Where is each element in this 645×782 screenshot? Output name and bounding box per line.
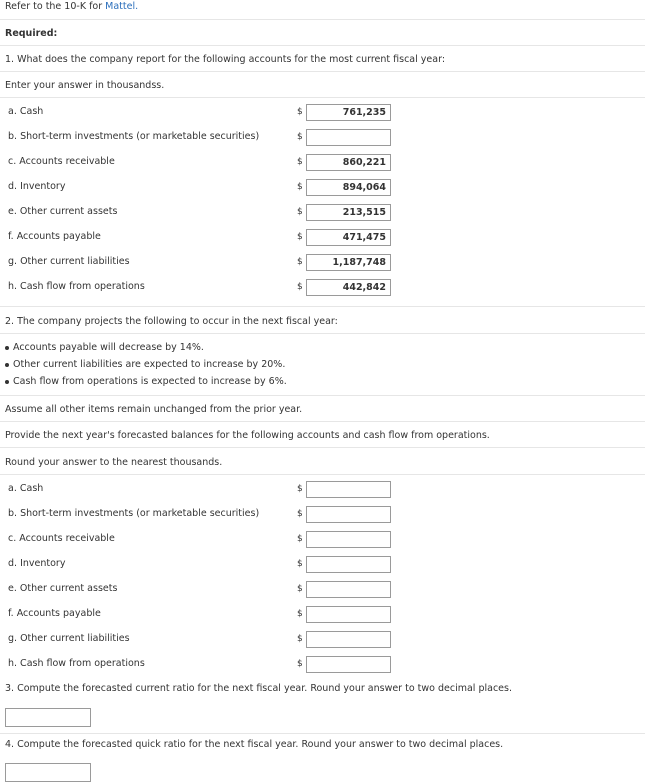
divider <box>0 97 645 98</box>
q2-short-term-investments-input[interactable] <box>306 506 391 523</box>
q2-cash-flow-operations-input[interactable] <box>306 656 391 673</box>
currency-symbol: $ <box>297 634 303 644</box>
currency-symbol: $ <box>297 157 303 167</box>
q2-label-other-current-liabilities: g. Other current liabilities <box>8 633 130 644</box>
q1-label-cash-flow-operations: h. Cash flow from operations <box>8 281 145 292</box>
divider <box>0 45 645 46</box>
currency-symbol: $ <box>297 282 303 292</box>
q1-accounts-receivable-input[interactable] <box>306 154 391 171</box>
required-heading: Required: <box>5 28 58 39</box>
company-link[interactable]: Mattel. <box>105 1 139 12</box>
currency-symbol: $ <box>297 257 303 267</box>
q2-inventory-input[interactable] <box>306 556 391 573</box>
divider <box>0 395 645 396</box>
q4-quick-ratio-input[interactable] <box>5 763 91 782</box>
q3-current-ratio-input[interactable] <box>5 708 91 727</box>
currency-symbol: $ <box>297 182 303 192</box>
q1-label-other-current-liabilities: g. Other current liabilities <box>8 256 130 267</box>
q2-other-current-assets-input[interactable] <box>306 581 391 598</box>
q1-cash-flow-operations-input[interactable] <box>306 279 391 296</box>
divider <box>0 474 645 475</box>
divider <box>0 447 645 448</box>
q1-cash-input[interactable] <box>306 104 391 121</box>
currency-symbol: $ <box>297 559 303 569</box>
currency-symbol: $ <box>297 132 303 142</box>
q2-label-cash-flow-operations: h. Cash flow from operations <box>8 658 145 669</box>
currency-symbol: $ <box>297 484 303 494</box>
q3-text: 3. Compute the forecasted current ratio for the next fiscal year. Round your answer to two decimal places. <box>5 683 512 694</box>
q1-instruction: Enter your answer in thousandss. <box>5 80 165 91</box>
divider <box>0 306 645 307</box>
q4-text: 4. Compute the forecasted quick ratio for the next fiscal year. Round your answer to two decimal places. <box>5 739 504 750</box>
intro-text <box>5 1 138 12</box>
q1-label-other-current-assets: e. Other current assets <box>8 206 118 217</box>
q1-label-short-term-investments: b. Short-term investments (or marketable securities) <box>8 131 260 142</box>
q1-other-current-assets-input[interactable] <box>306 204 391 221</box>
currency-symbol: $ <box>297 609 303 619</box>
q1-label-accounts-receivable: c. Accounts receivable <box>8 156 115 167</box>
q2-label-accounts-payable: f. Accounts payable <box>8 608 101 619</box>
currency-symbol: $ <box>297 534 303 544</box>
q2-bullet: Other current liabilities are expected to increase by 20%. <box>5 359 285 370</box>
divider <box>0 733 645 734</box>
divider <box>0 19 645 20</box>
divider <box>0 71 645 72</box>
currency-symbol: $ <box>297 584 303 594</box>
divider <box>0 421 645 422</box>
q2-label-cash: a. Cash <box>8 483 44 494</box>
q1-accounts-payable-input[interactable] <box>306 229 391 246</box>
q2-label-inventory: d. Inventory <box>8 558 66 569</box>
q1-inventory-input[interactable] <box>306 179 391 196</box>
bullet-icon <box>5 363 9 367</box>
q2-label-accounts-receivable: c. Accounts receivable <box>8 533 115 544</box>
q2-other-current-liabilities-input[interactable] <box>306 631 391 648</box>
q2-accounts-payable-input[interactable] <box>306 606 391 623</box>
q1-text: 1. What does the company report for the following accounts for the most current fiscal year: <box>5 54 446 65</box>
q2-accounts-receivable-input[interactable] <box>306 531 391 548</box>
q2-text: 2. The company projects the following to occur in the next fiscal year: <box>5 316 338 327</box>
q2-cash-input[interactable] <box>306 481 391 498</box>
q1-short-term-investments-input[interactable] <box>306 129 391 146</box>
bullet-icon <box>5 346 9 350</box>
q1-label-accounts-payable: f. Accounts payable <box>8 231 101 242</box>
currency-symbol: $ <box>297 509 303 519</box>
q1-label-cash: a. Cash <box>8 106 44 117</box>
q2-provide: Provide the next year's forecasted balances for the following accounts and cash flow from operations. <box>5 430 490 441</box>
q2-bullet: Cash flow from operations is expected to increase by 6%. <box>5 376 287 387</box>
currency-symbol: $ <box>297 659 303 669</box>
currency-symbol: $ <box>297 207 303 217</box>
currency-symbol: $ <box>297 107 303 117</box>
divider <box>0 333 645 334</box>
q2-assume: Assume all other items remain unchanged from the prior year. <box>5 404 303 415</box>
q1-label-inventory: d. Inventory <box>8 181 66 192</box>
q2-label-short-term-investments: b. Short-term investments (or marketable securities) <box>8 508 260 519</box>
intro-prefix: Refer to the 10-K for <box>5 1 106 12</box>
currency-symbol: $ <box>297 232 303 242</box>
q1-other-current-liabilities-input[interactable] <box>306 254 391 271</box>
bullet-icon <box>5 380 9 384</box>
q2-round: Round your answer to the nearest thousands. <box>5 457 223 468</box>
q2-label-other-current-assets: e. Other current assets <box>8 583 118 594</box>
q2-bullet: Accounts payable will decrease by 14%. <box>5 342 204 353</box>
